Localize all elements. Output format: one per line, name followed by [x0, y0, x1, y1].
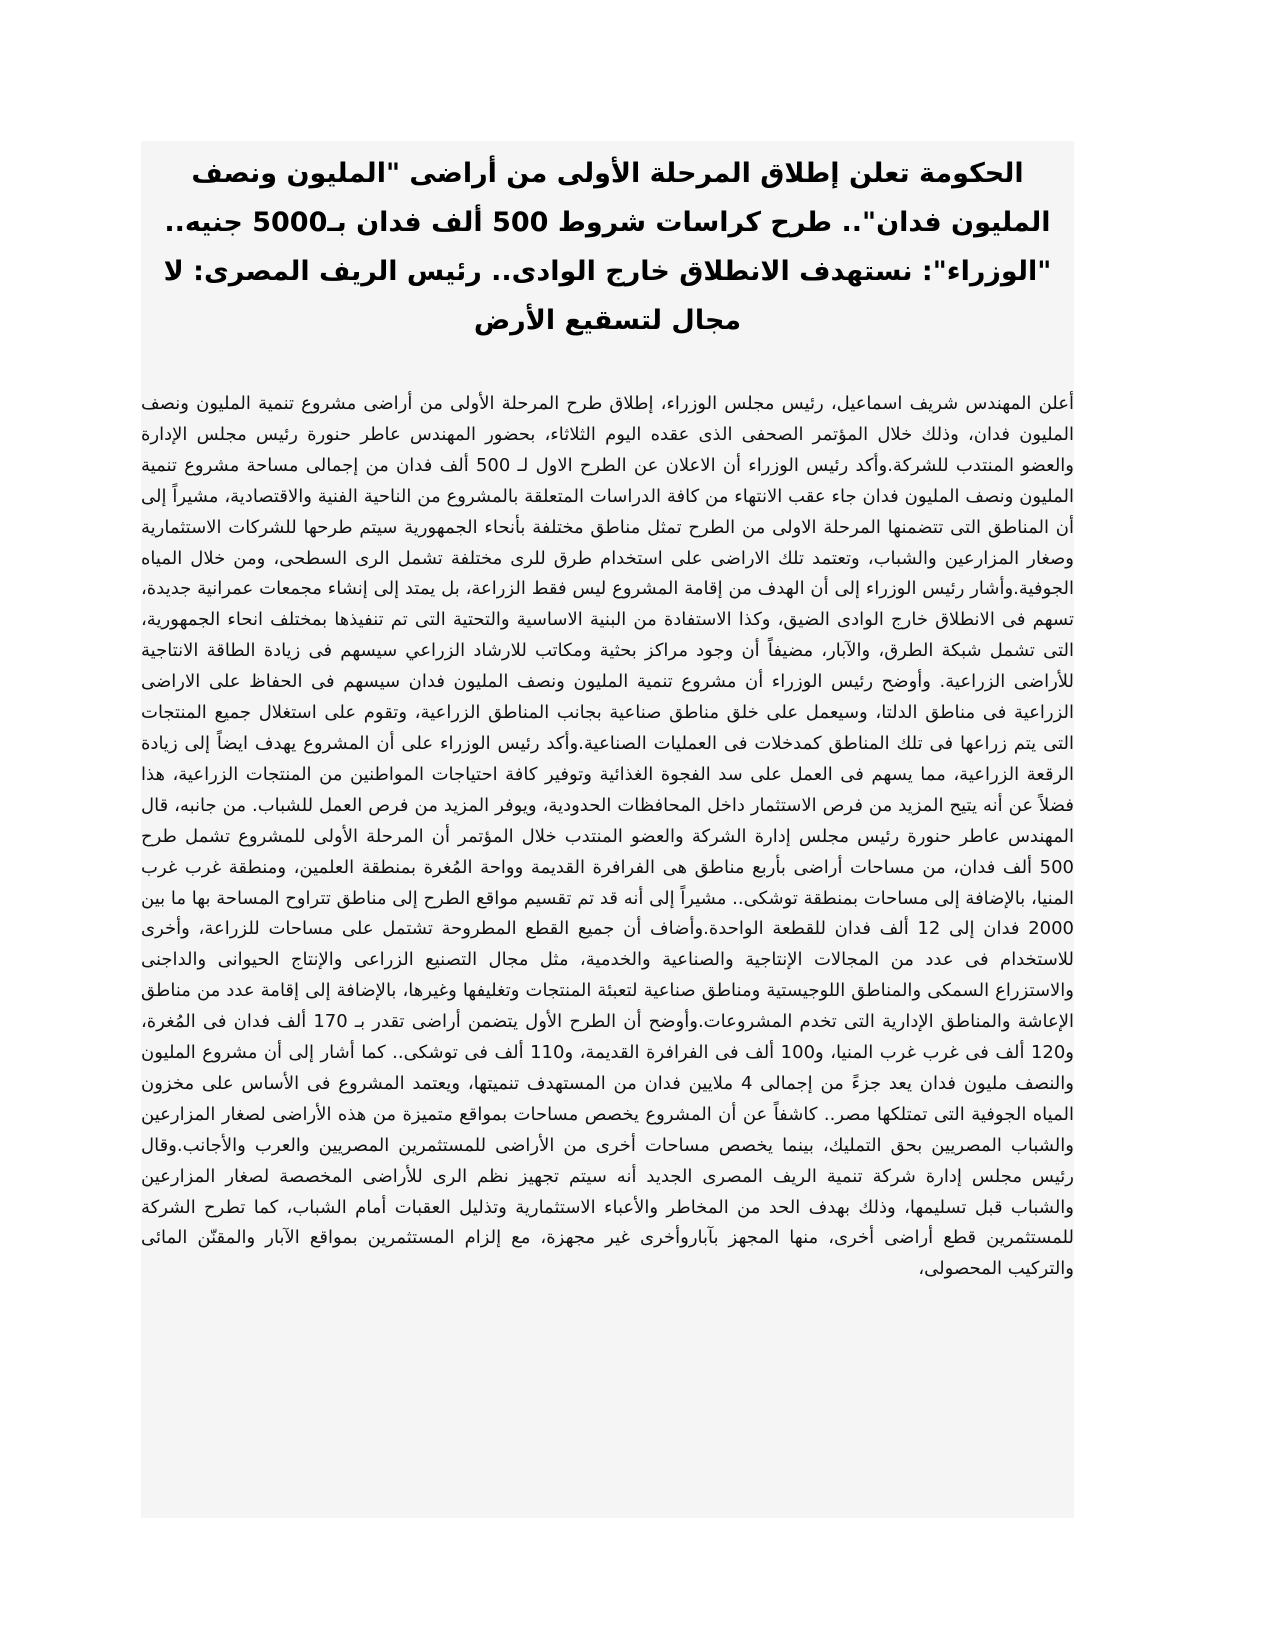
article-body: أعلن المهندس شريف اسماعيل، رئيس مجلس الوزراء، إطلاق طرح المرحلة الأولى من أراضى مشروع تنمية المليون ونصف المليون فدان، وذلك خلال المؤتمر الصحفى الذى عقده اليوم الثلاثاء، بحضور المهندس عاطر حنورة رئيس مجلس الإدارة والعضو المنتدب للشركة.وأكد رئيس الوزراء أن الاعلان عن الطرح الاول لـ 500 ألف فدان من إجمالى مساحة مشروع تنمية المليون ونصف المليون فدان جاء عقب الانتهاء من كافة الدراسات المتعلقة بالمشروع من الناحية الفنية والاقتصادية، مشيراً إلى أن المناطق التى تتضمنها المرحلة الاولى من الطرح تمثل مناطق مختلفة بأنحاء الجمهورية سيتم طرحها للشركات الاستثمارية وصغار المزارعين والشباب، وتعتمد تلك الاراضى على استخدام طرق للرى مختلفة تشمل الرى السطحى، ومن خلال المياه الجوفية.وأشار رئيس الوزراء إلى أن الهدف من إقامة المشروع ليس فقط الزراعة، بل يمتد إلى إنشاء مجمعات عمرانية جديدة، تسهم فى الانطلاق خارج الوادى الضيق، وكذا الاستفادة من البنية الاساسية والتحتية التى تم تنفيذها بمختلف انحاء الجمهورية، التى تشمل شبكة الطرق، والآبار، مضيفاً أن وجود مراكز بحثية ومكاتب للارشاد الزراعي سيسهم فى زيادة الطاقة الانتاجية للأراضى الزراعية. وأوضح رئيس الوزراء أن مشروع تنمية المليون ونصف المليون فدان سيسهم فى الحفاظ على الاراضى الزراعية فى مناطق الدلتا، وسيعمل على خلق مناطق صناعية بجانب المناطق الزراعية، وتقوم على استغلال جميع المنتجات التى يتم زراعها فى تلك المناطق كمدخلات فى العمليات الصناعية.وأكد رئيس الوزراء على أن المشروع يهدف ايضاً إلى زيادة الرقعة الزراعية، مما يسهم فى العمل على سد الفجوة الغذائية وتوفير كافة احتياجات المواطنين من المنتجات الزراعية، هذا فضلاً عن أنه يتيح المزيد من فرص الاستثمار داخل المحافظات الحدودية، ويوفر المزيد من فرص العمل للشباب. من جانبه، قال المهندس عاطر حنورة رئيس مجلس إدارة الشركة والعضو المنتدب خلال المؤتمر أن المرحلة الأولى للمشروع تشمل طرح 500 ألف فدان، من مساحات أراضى بأربع مناطق هى الفرافرة القديمة وواحة المُغرة بمنطقة العلمين، ومنطقة غرب غرب المنيا، بالإضافة إلى مساحات بمنطقة توشكى.. مشيراً إلى أنه قد تم تقسيم مواقع الطرح إلى مناطق تتراوح المساحة بها ما بين 2000 فدان إلى 12 ألف فدان للقطعة الواحدة.وأضاف أن جميع القطع المطروحة تشتمل على مساحات للزراعة، وأخرى للاستخدام فى عدد من المجالات الإنتاجية والصناعية والخدمية، مثل مجال التصنيع الزراعى والإنتاج الحيوانى والداجنى والاستزراع السمكى والمناطق اللوجيستية ومناطق صناعية لتعبئة المنتجات وتغليفها وغيرها، بالإضافة إلى إقامة عدد من مناطق الإعاشة والمناطق الإدارية التى تخدم المشروعات.وأوضح أن الطرح الأول يتضمن أراضى تقدر بـ 170 ألف فدان فى المُغرة، و120 ألف فى غرب غرب المنيا، و100 ألف فى الفرافرة القديمة، و110 ألف فى توشكى.. كما أشار إلى أن مشروع المليون والنصف مليون فدان يعد جزءً من إجمالى 4 ملايين فدان من المستهدف تنميتها، ويعتمد المشروع فى الأساس على مخزون المياه الجوفية التى تمتلكها مصر.. كاشفاً عن أن المشروع يخصص مساحات بمواقع متميزة من هذه الأراضى لصغار المزارعين والشباب المصريين بحق التمليك، بينما يخصص مساحات أخرى من الأراضى للمستثمرين المصريين والعرب والأجانب.وقال رئيس مجلس إدارة شركة تنمية الريف المصرى الجديد أنه سيتم تجهيز نظم الرى للأراضى المخصصة لصغار المزارعين والشباب قبل تسليمها، وذلك بهدف الحد من المخاطر والأعباء الاستثمارية وتذليل العقبات أمام الشباب، كما تطرح الشركة للمستثمرين قطع أراضى أخرى، منها المجهز بآباروأخرى غير مجهزة، مع إلزام المستثمرين بمواقع الآبار والمقنّن المائى والتركيب المحصولى،: [141, 393, 1074, 1280]
article-headline: الحكومة تعلن إطلاق المرحلة الأولى من أراضى "المليون ونصف المليون فدان".. طرح كراسات شروط 500 ألف فدان بـ5000 جنيه.. "الوزراء": نستهدف الانطلاق خارج الوادى.. رئيس الريف المصرى: لا مجال لتسقيع الأرض: [163, 158, 1052, 336]
article-sheet: [141, 141, 1074, 1518]
